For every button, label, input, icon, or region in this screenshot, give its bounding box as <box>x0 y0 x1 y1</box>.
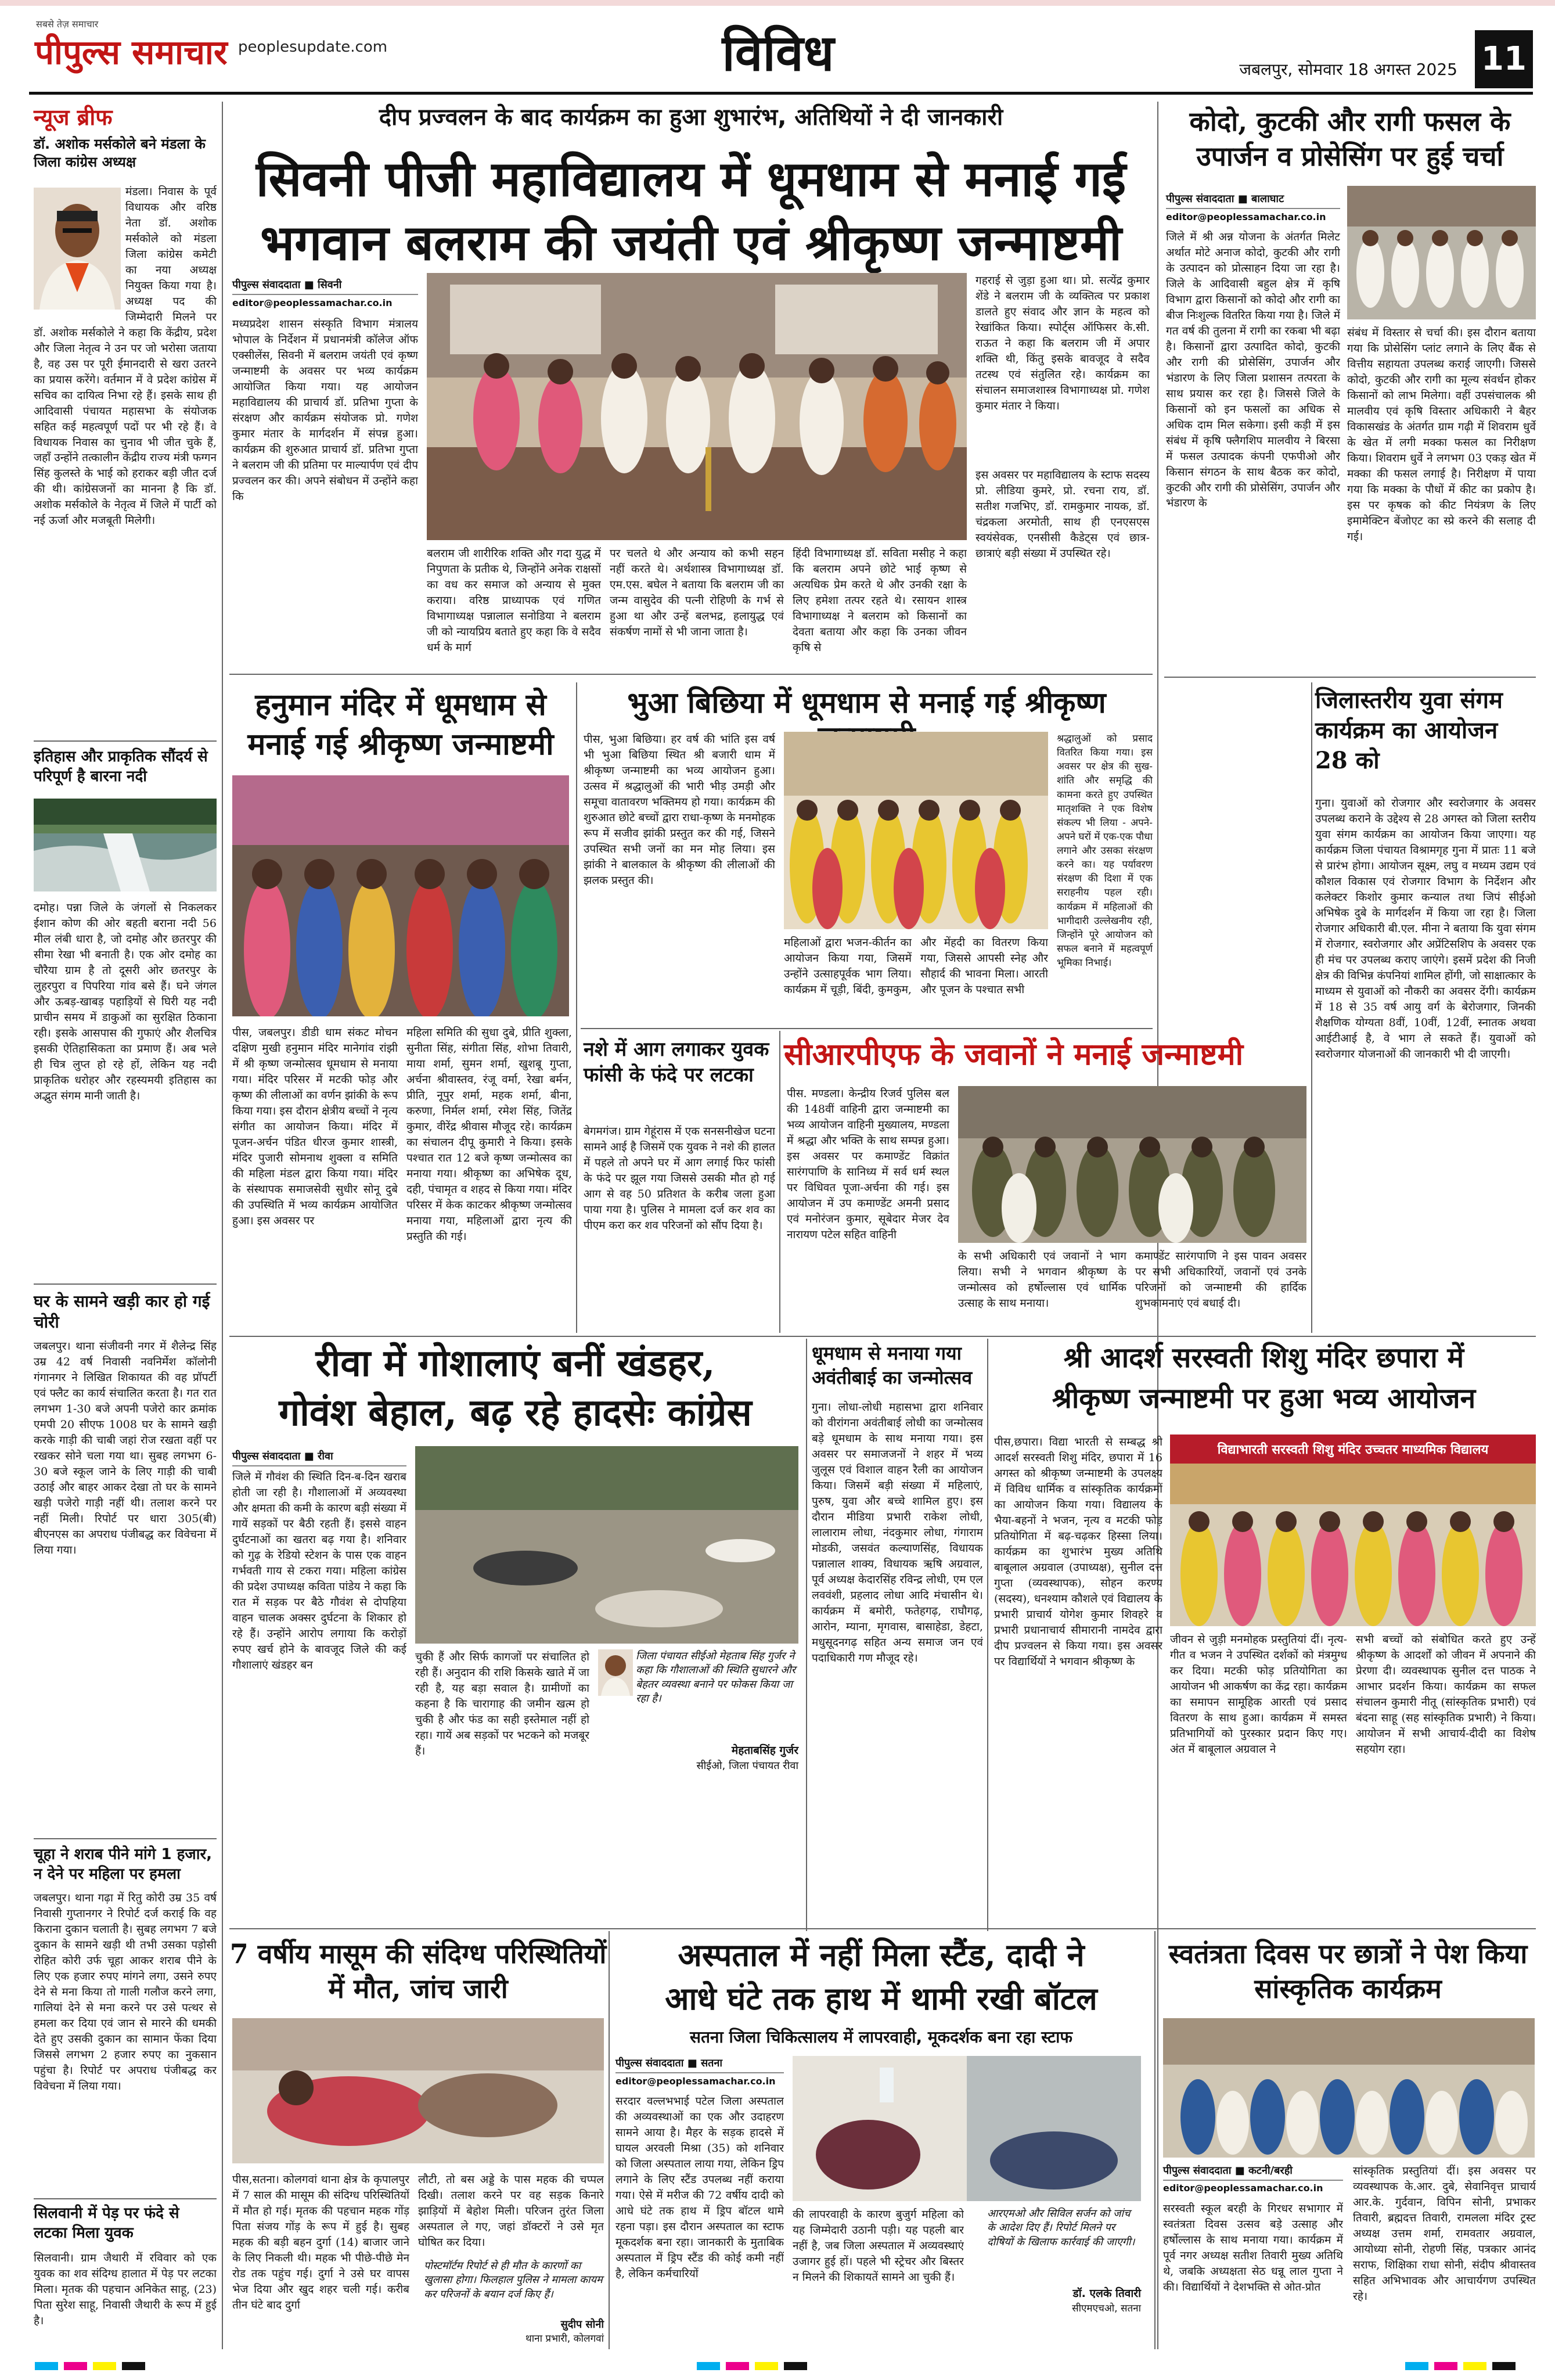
aag-headline: नशे में आग लगाकर युवक फांसी के फंदे पर लटका <box>584 1038 769 1087</box>
saraswati-headline-2: श्रीकृष्ण जन्माष्टमी पर हुआ भव्य आयोजन <box>1052 1382 1476 1415</box>
crpf-col1: पीस. मण्डला। केन्द्रीय रिजर्व पुलिस बल की 148वीं वाहिनी द्वारा जन्माष्टमी का भव्य आयोजन वाहिनी मुख्यालय, मण्डला में श्रद्धा और भक्ति के साथ सम्पन्न हुआ। इस अवसर पर कमाण्डेंट विक्रांत सारंगपाणि के सानिध्य में सर्व धर्म स्थल पर विधिवत पूजा-अर्चना की गई। इस आयोजन में उप कमाण्डेंट अमनी प्रसाद एवं मनोरंजन कुमार, सूबेदार मेजर देव नारायण पटेल सहित वाहिनी <box>787 1087 949 1241</box>
avantibai-body: गुना। लोधा-लोधी महासभा द्वारा शनिवार को वीरांगना अवंतीबाई लोधी का जन्मोत्सव बड़े धूमधाम के साथ मनाया गया। इस अवसर पर समाजजनों ने शहर में भव्य जुलूस एवं विशाल वाहन रैली का आयोजन किया। जिसमें बड़ी संख्या में महिलाएं, पुरुष, युवा और बच्चे शामिल हुए। इस दौरान मीडिया प्रभारी राकेश लोधी, लालाराम लोधा, नंदकुमार लोधा, गंगाराम मोडकी, जसवंत कल्याणसिंह, विधायक पन्नालाल शाक्य, विधायक ऋषि अग्रवाल, पूर्व अध्यक्ष केदारसिंह रविन्द्र लोधी, एम एल लववंशी, प्रहलाद लोधा आदि मंचासीन थे। कार्यक्रम में बमोरी, फतेहगढ़, राघौगढ़, आरोन, म्याना, मृगवास, बासाहेडा, डेहटा, मधुसूदनगढ़ सहित अन्य समाज जन एवं पदाधिकारी गण मौजूद रहे। <box>812 1401 983 1664</box>
hanuman-col1: पीस, जबलपुर। डीडी धाम संकट मोचन दक्षिण मुखी हनुमान मंदिर मानेगांव रांझी में श्री कृष्ण जन्मोत्सव धूमधाम से मनाया गया। मंदिर परिसर में मटकी फोड़ और कृष्ण की लीलाओं का वर्णन झांकी के रूप किया गया। इस दौरान क्षेत्रीय बच्चों ने नृत्य संगीत का आयोजन किया। मंदिर में पूजन-अर्चन पंडित धीरज कुमार शास्त्री, मंदिर पुजारी सोमनाथ शुक्ला व समिति की महिला मंडल द्वारा किया गया। मंदिर के संस्थापक समाजसेवी सुधीर सोनू दुबे की उपस्थिति में भव्य कार्यक्रम आयोजित हुआ। इस अवसर पर <box>232 1026 398 1227</box>
news-brief-label: न्यूज ब्रीफ <box>34 105 113 130</box>
section-divider <box>1164 677 1536 678</box>
brief-item1-body: मंडला। निवास के पूर्व विधायक और वरिष्ठ नेता डॉ. अशोक मर्सकोले को मंडला जिला कांग्रेस कमेटी का नया अध्यक्ष नियुक्त किया गया है। अध्यक्ष पद की जिम्मेदारी मिलने पर डॉ. अशोक मर्सकोले ने कहा कि केंद्रीय, प्रदेश और जिला नेतृत्व ने उन पर जो भरोसा जताया है, वह उस पर पूरी ईमानदारी से खरा उतरने का प्रयास करेंगे। वर्तमान में वे प्रदेश कांग्रेस में सचिव का दायित्व निभा रहे हैं। इसके साथ ही आदिवासी पंचायत महासभा के संयोजक सहित कई महत्वपूर्ण पदों पर भी रहे हैं। वे विधायक निवास का चुनाव भी जीत चुके हैं, जहाँ उन्होंने तत्कालीन केंद्रीय राज्य मंत्री फग्गन सिंह कुलस्ते के भाई को हराकर बड़ी जीत दर्ज की थी। कांग्रेसजनों का मानना है कि डॉ. अशोक मर्सकोले के नेतृत्व में जिले में पार्टी को नई ऊर्जा और मजबूती मिलेगी। <box>34 185 217 527</box>
brief-divider <box>34 740 217 742</box>
masoom-col1: पीस,सतना। कोलगवां थाना क्षेत्र के कृपालपुर में 7 साल की मासूम की संदिग्ध परिस्थितियों में मौत हो गई। मृतक की पहचान महक गोंड़ पिता संजय गोंड़ के रूप में हुई है। सुबह महक की बड़ी बहन दुर्गा (14) बाजार जाने के लिए निकली थी। महक भी पीछे-पीछे मेन रोड तक पहुंच गई। दुर्गा ने उसे घर वापस भेज दिया और खुद शहर चली गई। करीब तीन घंटे बाद दुर्गा <box>232 2173 409 2311</box>
lead-kicker: दीप प्रज्वलन के बाद कार्यक्रम का हुआ शुभारंभ, अतिथियों ने दी जानकारी <box>379 104 1003 131</box>
rewa-headline-1: रीवा में गोशालाएं बनीं खंडहर, <box>315 1342 715 1385</box>
bichhiya-col1: पीस, भुआ बिछिया। हर वर्ष की भांति इस वर्ष भी भुआ बिछिया स्थित श्री बजारी धाम में श्रीकृष्ण जन्माष्टमी का भव्य आयोजन हुआ। उत्सव में श्रद्धालुओं की भारी भीड़ उमड़ी और समूचा वातावरण भक्तिमय हो गया। कार्यक्रम की शुरुआत छोटे बच्चों द्वारा राधा-कृष्ण के मनमोहक रूप में सजीव झांकी प्रस्तुत कर की गई, जिसने उपस्थित सभी जनों का मन मोह लिया। इस झांकी ने बालकाल के श्रीकृष्ण की लीलाओं की झलक प्रस्तुत की। <box>584 733 775 887</box>
bichhiya-col4: श्रद्धालुओं को प्रसाद वितरित किया गया। इस अवसर पर क्षेत्र की सुख-शांति और समृद्धि की कामना करते हुए उपस्थित मातृशक्ति ने एक विशेष संकल्प भी लिया - अपने-अपने घरों में एक-एक पौधा लगाने और उसका संरक्षण करने का। यह पर्यावरण संरक्षण की दिशा में एक सराहनीय पहल रही। कार्यक्रम में महिलाओं की भागीदारी उल्लेखनीय रही, जिन्होंने पूरे आयोजन को सफल बनाने में महत्वपूर्ण भूमिका निभाई। <box>1057 733 1153 969</box>
hanuman-photo-group <box>232 775 569 1016</box>
column-rule <box>1311 682 1312 1333</box>
brief-item3-body: जबलपुर। थाना संजीवनी नगर में शैलेन्द्र सिंह उम्र 42 वर्ष निवासी नवनिर्मेश कॉलोनी गंगानगर ने लिखित शिकायत की वह प्रॉपर्टी एवं फ्लैट का कार्य संचालित करता है। गत रात लगभग 1-30 बजे अपनी पजेरो कार क्रमांक एमपी 20 सीएफ 1008 घर के सामने खड़ी करके गाड़ी की चाबी जहां रोज रखता वहीं पर रखकर सोने चला गया था। सुबह लगभग 6-30 बजे स्कूल जाने के लिए गाड़ी की चाबी उठाई और बाहर आकर देखा तो घर के सामने खड़ी पजेरो गाड़ी नहीं थी। तलाश करने पर नहीं मिली। रिपोर्ट पर धारा 305(बी) बीएनएस का अपराध पंजीबद्ध कर विवेचना में लिया गया। <box>34 1340 217 1556</box>
school-banner-text: विद्याभारती सरस्वती शिशु मंदिर उच्चतर माध्यमिक विद्यालय <box>1217 1443 1489 1457</box>
lead-email[interactable]: editor@peoplessamachar.co.in <box>232 297 393 308</box>
hospital-credit: पीपुल्स संवाददाता ■ सतना <box>615 2056 784 2073</box>
rewa-col1: जिले में गौवंश की स्थिति दिन-ब-दिन खराब होती जा रही है। गौशालाओं में अव्यवस्था और क्षमता की कमी के कारण बड़ी संख्या में गायें सड़कों पर बैठी रहती हैं। इससे वाहन दुर्घटनाओं का खतरा बढ़ गया है। शनिवार को गुढ़ के रेडियो स्टेशन के पास एक वाहन गर्भवती गाय से टकरा गया। महिला कांग्रेस की प्रदेश उपाध्यक्ष कविता पांडेय ने कहा कि रात में सड़क पर बैठे गौवंश से दोपहिया वाहन चालक अक्सर दुर्घटना के शिकार हो रहे हैं। उन्होंने आरोप लगाया कि करोड़ों रुपए खर्च होने के बावजूद जिले की कई गौशालाएं खंडहर बन <box>232 1471 406 1671</box>
crpf-col2: के सभी अधिकारी एवं जवानों ने भाग लिया। सभी ने भगवान श्रीकृष्ण के जन्मोत्सव को हर्षोल्लास एवं धार्मिक उत्साह के साथ मनाया। <box>958 1250 1126 1310</box>
hospital-col2: की लापरवाही के कारण बुजुर्ग महिला को यह जिम्मेदारी उठानी पड़ी। यह पहली बार नहीं है, जब जिला अस्पताल में अव्यवस्थाएं उजागर हुई हों। पहले भी स्ट्रेचर और बिस्तर न मिलने की शिकायतें सामने आ चुकी हैं। <box>793 2208 964 2284</box>
avantibai-headline: धूमधाम से मनाया गया अवंतीबाई का जन्मोत्सव <box>812 1342 973 1389</box>
swatantrata-headline: स्वतंत्रता दिवस पर छात्रों ने पेश किया सांस्कृतिक कार्यक्रम <box>1168 1938 1528 2004</box>
hospital-headline-2: आधे घंटे तक हाथ में थामी रखी बॉटल <box>665 1980 1097 2017</box>
swatantrata-credit-place: कटनी/बरही <box>1248 2165 1293 2177</box>
saraswati-col2: जीवन से जुड़ी मनमोहक प्रस्तुतियां दीं। नृत्य-गीत व भजन ने उपस्थित दर्शकों को मंत्रमुग्ध कर दिया। मटकी फोड़ प्रतियोगिता का आयोजन भी आकर्षण का केंद्र रहा। कार्यक्रम का समापन सामूहिक आरती एवं प्रसाद वितरण के साथ हुआ। कार्यक्रम में समस्त प्रतिभागियों को पुरस्कार प्रदान किए गए। अंत में बाबूलाल अग्रवाल ने <box>1170 1633 1347 1756</box>
lead-credit: पीपुल्स संवाददाता ■ सिवनी <box>232 278 418 295</box>
lead-credit-place: सिवनी <box>317 279 342 291</box>
column-rule <box>609 1931 610 2349</box>
lead-col3: पर चलते थे और अन्याय को कभी सहन नहीं करते थे। अर्थशास्त्र विभागाध्यक्ष डॉ. एम.एस. बघेल ने बताया कि बलराम जी का जन्म वासुदेव की पत्नी रोहिणी के गर्भ से हुआ था और उन्हें बलभद्र, हलायुद्ध एवं संकर्षण नामों से भी जाना जाता है। <box>610 547 784 638</box>
column-rule <box>806 1339 807 1931</box>
crpf-photo-celebration <box>958 1086 1306 1243</box>
swatantrata-email[interactable]: editor@peoplessamachar.co.in <box>1163 2183 1323 2194</box>
swatantrata-photo <box>1163 2018 1535 2158</box>
raagi-credit-name: पीपुल्स संवाददाता <box>1166 193 1234 205</box>
crpf-col3: कमाण्डेंट सारंगपाणि ने इस पावन अवसर पर सभी अधिकारियों, जवानों एवं उनके परिजनों को जन्माष्टमी की हार्दिक शुभकामनाएं एवं बधाई दी। <box>1135 1250 1306 1310</box>
yuva-headline: जिलास्तरीय युवा संगम कार्यक्रम का आयोजन 28 को <box>1315 686 1503 774</box>
hanuman-headline: हनुमान मंदिर में धूमधाम से मनाई गई श्रीकृष्ण जन्माष्टमी <box>247 687 554 762</box>
raagi-col1: जिले में श्री अन्न योजना के अंतर्गत मिलेट अर्थात मोटे अनाज कोदो, कुटकी और रागी के उत्पादन को प्रोत्साहन दिया जा रहा है। जिले के आदिवासी बहुल क्षेत्र में कृषि विभाग द्वारा किसानों को कोदो और रागी का बीज निःशुल्क वितरित किया गया है। जिले में गत वर्ष की तुलना में रागी का रकबा भी बढ़ा है। किसानों द्वारा उत्पादित कोदो, कुटकी और रागी की प्रोसेसिंग, उपार्जन और भंडारण के लिए जिला प्रशासन तत्परता के साथ प्रयास कर रहा है। जिससे जिले के किसानों को इन फसलों का अधिक से अधिक दाम मिल सकेगा। इसी कड़ी में इस संबंध में कृषि फ्लैगशिप मालवीय ने बिरसा में फसल उत्पादक कंपनी एफपीओ और किसान संगठन के साथ बैठक कर कोदो, कुटकी और रागी की प्रोसेसिंग, उपार्जन और भंडारण के <box>1166 231 1340 510</box>
masoom-quote: पोस्टमॉर्टम रिपोर्ट से ही मौत के कारणों का खुलासा होगा। फिलहाल पुलिस ने मामला कायम कर परिजनों के बयान दर्ज किए हैं। <box>424 2260 603 2300</box>
rewa-credit: पीपुल्स संवाददाता ■ रीवा <box>232 1449 406 1466</box>
column-rule <box>779 1031 780 1333</box>
top-color-strip <box>0 0 1555 6</box>
rewa-quote-role: सीईओ, जिला पंचायत रीवा <box>696 1760 798 1772</box>
bichhiya-col2: महिलाओं द्वारा भजन-कीर्तन का आयोजन किया गया, जिसमें उन्होंने उत्साहपूर्वक भाग लिया। कार्यक्रम में चूड़ी, बिंदी, कुमकुम, <box>784 936 912 996</box>
hospital-quote-name: डॉ. एलके तिवारी <box>1072 2287 1141 2300</box>
raagi-credit: पीपुल्स संवाददाता ■ बालाघाट <box>1166 192 1340 209</box>
section-divider <box>581 1028 1153 1029</box>
swatantrata-col1: सरस्वती स्कूल बरही के गिरधर सभागार में स्वतंत्रता दिवस उत्सव बड़े उत्साह और हर्षोल्लास के साथ मनाया गया। कार्यक्रम में पूर्व नगर अध्यक्ष सतीश तिवारी मुख्य अतिथि थे, जबकि अध्यक्षता सेठ धन्नू लाल गुप्ता ने की। विद्यार्थियों ने देशभक्ति से ओत-प्रोत <box>1163 2202 1343 2293</box>
brief-item5-body: सिलवानी। ग्राम जैथारी में रविवार को एक युवक का शव संदिग्ध हालात में पेड़ पर लटका मिला। मृतक की पहचान अनिकेत साहू, (23) पिता सुरेश साहू, निवासी जैथारी के रूप में हुई है। <box>34 2252 217 2327</box>
section-divider <box>229 1928 1536 1929</box>
news-brief-column <box>29 102 218 2343</box>
hospital-headline-1: अस्पताल में नहीं मिला स्टैंड, दादी ने <box>678 1936 1085 1973</box>
lead-col1: मध्यप्रदेश शासन संस्कृति विभाग मंत्रालय भोपाल के निर्देशन में प्रधानमंत्री कॉलेज ऑफ एक्सीलेंस, सिवनी में बलराम जयंती एवं कृष्ण जन्माष्टमी के अवसर पर भव्य कार्यक्रम आयोजित किया गया। यह आयोजन महाविद्यालय की प्राचार्य डॉ. प्रतिभा गुप्ता के संरक्षण और कार्यक्रम संयोजक प्रो. गणेश कुमार मंतार के मार्गदर्शन में संपन्न हुआ। कार्यक्रम की शुरुआत प्राचार्य डॉ. प्रतिभा गुप्ता ने बलराम जी की प्रतिमा पर माल्यार्पण एवं दीप प्रज्वलन कर की। अपने संबोधन में उन्होंने कहा कि <box>232 318 418 503</box>
saraswati-col3: सभी बच्चों को संबोधित करते हुए उन्हें श्रीकृष्ण के आदर्शों को जीवन में अपनाने की प्रेरणा दी। व्यवस्थापक सुनील दत्त पाठक ने आभार प्रदर्शन किया। कार्यक्रम का सफल संचालन कुमारी नीतू (सांस्कृतिक प्रभारी) एवं बंदना साहू (सह सांस्कृतिक प्रभारी) ने किया। आयोजन में सभी आचार्य-दीदी का विशेष सहयोग रहा। <box>1356 1633 1536 1756</box>
saraswati-col1: पीस,छपारा। विद्या भारती से सम्बद्ध श्री आदर्श सरस्वती शिशु मंदिर, छपारा में 16 अगस्त को श्रीकृष्ण जन्माष्टमी के उपलक्ष्य में विविध धार्मिक व सांस्कृतिक कार्यक्रमों का आयोजन किया गया। विद्यालय के भैया-बहनों ने भजन, नृत्य व मटकी फोड़ प्रतियोगिता में बढ़-चढ़कर हिस्सा लिया। कार्यक्रम का शुभारंभ मुख्य अतिथि बाबूलाल अग्रवाल (उपाध्यक्ष), सुनील दत्त गुप्ता (व्यवस्थापक), सोहन करण्य (सदस्य), धनश्याम कौशले एवं विद्यालय के प्रभारी प्राचार्य योगेश कुमार शिवहरे व प्रभारी प्रधानाचार्य सीमारानी नामदेव द्वारा दीप प्रज्वलन से किया गया। इस अवसर पर विद्यार्थियों ने भगवान श्रीकृष्ण के <box>994 1436 1162 1668</box>
brief-item4-body: जबलपुर। थाना गढ़ा में रितु कोरी उम्र 35 वर्ष निवासी गुप्तानगर ने रिपोर्ट दर्ज कराई कि वह किराना दुकान चलाती है। सुबह लगभग 7 बजे दुकान के सामने खड़ी थी तभी उसका पड़ोसी रोहित कोरी उर्फ चूहा आकर शराब पीने के लिए एक हजार रुपए मांगने लगा, उसने रुपए देने से मना किया तो गाली गलौज करने लगा, गालियां देने से मना करने पर उसे पत्थर से हमला कर दिया एवं जान से मारने की धमकी देते हुए उसकी दुकान का सामान फेंका दिया जिससे लगभग 2 हजार रुपए का नुकसान पहुंचा है। रिपोर्ट पर अपराध पंजीबद्ध कर विवेचना में लिया गया। <box>34 1892 217 2093</box>
crpf-headline: सीआरपीएफ के जवानों ने मनाई जन्माष्टमी <box>784 1037 1244 1072</box>
section-title: विविध <box>722 24 834 82</box>
river-photo <box>34 799 217 891</box>
brief-item5-title: सिलवानी में पेड़ पर फंदे से लटका मिला युवक <box>34 2205 179 2242</box>
hospital-credit-name: पीपुल्स संवाददाता <box>615 2057 684 2069</box>
rewa-quote: जिला पंचायत सीईओ मेहताब सिंह गुर्जर ने कहा कि गौशालाओं की स्थिति सुधारने और बेहतर व्यवस्था बनाने पर फोकस किया जा रहा है। <box>636 1650 796 1705</box>
swatantrata-col2: सांस्कृतिक प्रस्तुतियां दीं। इस अवसर पर व्यवस्थापक के.आर. दुबे, सेवानिवृत्त प्राचार्य आर.के. गुर्दवान, विपिन सोनी, प्रभाकर तिवारी, ब्रह्मदत्त तिवारी, रामलला मंदिर ट्रस्ट अध्यक्ष उत्तम शर्मा, रामवतार अग्रवाल, आयोध्या सोनी, रोहणी सिंह, पत्रकार आनंद सराफ, शिक्षिका राधा सोनी, संदीप श्रीवास्तव सहित अभिभावक और आचार्यगण उपस्थित रहे। <box>1353 2165 1536 2303</box>
masoom-headline: 7 वर्षीय मासूम की संदिग्ध परिस्थितियों में मौत, जांच जारी <box>229 1938 607 2004</box>
brief-item2-body: दमोह। पन्ना जिले के जंगलों से निकलकर ईशान कोण की ओर बहती बराना नदी 56 मील लंबी धारा है, जो दमोह और छतरपुर की सीमा रेखा भी बनाती है। एक ओर दमोह का चौरैया ग्राम है तो दूसरी ओर छतरपुर के लुहरपुरा व पिपरिया गांव बसे हैं। घने जंगल और ऊबड़-खाबड़ पहाड़ियों से घिरी यह नदी प्राचीन समय में डाकुओं का सुरक्षित ठिकाना रही। इसके आसपास की गुफाएं और शैलचित्र इसकी ऐतिहासिकता का प्रमाण हैं। अब भले ही चित्र लुप्त हो रहे हों, लेकिन यह नदी प्राकृतिक धरोहर और रहस्यमयी इतिहास का अद्भुत संगम मानी जाती है। <box>34 901 217 1102</box>
lead-headline-1: सिवनी पीजी महाविद्यालय में धूमधाम से मनाई गई <box>255 150 1126 207</box>
masthead-tagline: सबसे तेज़ समाचार <box>36 19 99 30</box>
bichhiya-headline: भुआ बिछिया में धूमधाम से मनाई गई श्रीकृष्ण <box>627 685 1106 720</box>
lead-photo-event <box>427 273 967 540</box>
lead-headline-2: भगवान बलराम की जयंती एवं श्रीकृष्ण जन्माष्टमी <box>260 214 1122 271</box>
brief-divider <box>34 2198 217 2199</box>
column-rule <box>576 682 577 1333</box>
brief-divider <box>34 1284 217 1285</box>
lead-col6: इस अवसर पर महाविद्यालय के स्टाफ सदस्य प्रो. लीडिया कुमरे, प्रो. रचना राय, डॉ. सतीश गजभिए, डॉ. रामकुमार नायक, डॉ. चंद्रकला अरमोती, साथ ही एनएसएस स्वयंसेवक, एनसीसी कैडेट्स एवं छात्र-छात्राएं बड़ी संख्या में उपस्थित रहे। <box>976 469 1150 560</box>
column-rule <box>1154 1931 1156 2349</box>
masthead-rule <box>29 92 1533 95</box>
aag-body: बेगमगंज। ग्राम गेहूंरास में एक सनसनीखेज घटना सामने आई है जिसमें एक युवक ने नशे की हालत में पहले तो अपने घर में आग लगाई फिर फांसी के फंदे पर झूल गया जिससे उसकी मौत हो गई आग से वह 50 प्रतिशत के करीब जला हुआ पाया गया है। पुलिस ने मामला दर्ज कर शव का पीएम करा कर शव परिजनों को सौंप दिया है। <box>584 1125 775 1232</box>
rewa-quote-photo <box>598 1649 633 1696</box>
page-number: 11 <box>1475 30 1533 88</box>
print-registration-strip <box>0 2355 1555 2378</box>
column-rule <box>987 1339 988 1931</box>
rewa-quote-name: मेहताबसिंह गुर्जर <box>731 1744 798 1757</box>
rewa-credit-name: पीपुल्स संवाददाता <box>232 1450 301 1462</box>
lead-col2: बलराम जी शारीरिक शक्ति और गदा युद्ध में निपुणता के प्रतीक थे, जिन्होंने अनेक राक्षसों का वध कर समाज को अन्याय से मुक्त कराया। वरिष्ठ प्राध्यापक एवं गणित विभागाध्यक्ष पन्नालाल सनोडिया ने बलराम जी को न्यायप्रिय बताते हुए कहा कि वे सदैव धर्म के मार्ग <box>427 547 601 654</box>
raagi-photo-meeting <box>1347 186 1536 319</box>
masoom-quote-name: सुदीप सोनी <box>560 2318 604 2331</box>
raagi-email[interactable]: editor@peoplessamachar.co.in <box>1166 211 1326 222</box>
rewa-photo-cows <box>415 1446 798 1644</box>
raagi-col2: संबंध में विस्तार से चर्चा की। इस दौरान बताया गया कि प्रोसेसिंग प्लांट लगाने के लिए बैंक से वित्तीय सहायता उपलब्ध कराई जाएगी। जिससे कोदो, कुटकी और रागी का मूल्य संवर्धन होकर किसानों को लाभ मिलेगा। वहीं उपसंचालक श्री मालवीय एवं कृषि विस्तार अधिकारी ने बैहर विकासखंड के अंतर्गत ग्राम गढ़ी में शिवराम धुर्वे के खेत में लगी मक्का फसल का निरीक्षण किया। शिवराम धुर्वे ने लगभग 03 एकड़ खेत में मक्का की फसल लगाई है। निरीक्षण में पाया गया कि मक्का के पौधों में कीट का प्रकोप है। इस पर कृषक को कीट नियंत्रण के लिए इमामेक्टिन बेंजोएट का स्प्रे करने की सलाह दी गई। <box>1347 326 1536 543</box>
lead-col4: हिंदी विभागाध्यक्ष डॉ. सविता मसीह ने कहा कि बलराम अपने छोटे भाई कृष्ण से अत्यधिक प्रेम करते थे और उनकी रक्षा के लिए हमेशा तत्पर रहते थे। रसायन शास्त्र विभागाध्यक्ष ने बलराम को किसानों का देवता बताया और कहा कि उनका जीवन कृषि से <box>793 547 967 654</box>
hospital-col1: सरदार वल्लभभाई पटेल जिला अस्पताल की अव्यवस्थाओं का एक और उदाहरण सामने आया है। मैहर के सड़क हादसे में घायल अरवली मिश्रा (35) को शनिवार को जिला अस्पताल लाया गया, लेकिन ड्रिप लगाने के लिए स्टैंड उपलब्ध नहीं कराया गया। ऐसे में मरीज की 72 वर्षीय दादी को आधे घंटे तक हाथ में ड्रिप बॉटल थामे रहना पड़ा। इस दौरान अस्पताल का स्टाफ मूकदर्शक बना रहा। जानकारी के मुताबिक अस्पताल में ड्रिप स्टैंड की कोई कमी नहीं है, लेकिन कर्मचारियों <box>615 2095 784 2280</box>
brief-item3-title: घर के सामने खड़ी कार हो गई चोरी <box>34 1292 210 1332</box>
hospital-subhead: सतना जिला चिकित्सालय में लापरवाही, मूकदर्शक बना रहा स्टाफ <box>690 2027 1072 2047</box>
raagi-headline: कोदो, कुटकी और रागी फसल के उपार्जन व प्रोसेसिंग पर हुई चर्चा <box>1189 106 1511 172</box>
hospital-photo <box>793 2056 1141 2201</box>
section-divider <box>229 1336 1536 1337</box>
brief-item4-title: चूहा ने शराब पीने मांगे 1 हजार, न देने पर महिला पर हमला <box>34 1846 212 1883</box>
rewa-col2: चुकी हैं और सिर्फ कागजों पर संचालित हो रही हैं। अनुदान की राशि किसके खाते में जा रही है, यह बड़ा सवाल है। ग्रामीणों का कहना है कि चारागाह की जमीन खत्म हो चुकी है और फंड का सही इस्तेमाल नहीं हो रहा। गायें अब सड़कों पर भटकने को मजबूर हैं। <box>415 1651 589 1757</box>
yuva-body: गुना। युवाओं को रोजगार और स्वरोजगार के अवसर उपलब्ध कराने के उद्देश्य से 28 अगस्त को जिला स्तरीय युवा संगम कार्यक्रम का आयोजन किया जाएगा। यह कार्यक्रम जिला पंचायत विश्रामगृह गुना में प्रातः 11 बजे से प्रारंभ होगा। आयोजन सूक्ष्म, लघु व मध्यम उद्यम एवं कौशल विकास एवं रोजगार विभाग के निर्देशन और कलेक्टर किशोर कुमार कन्याल तथा जिपं सीईओ अभिषेक दुबे के मार्गदर्शन में किया जा रहा है। जिला रोजगार अधिकारी बी.एल. मीना ने बताया कि युवा संगम में रोजगार, स्वरोजगार और अप्रेंटिसशिप के अवसर एक ही मंच पर उपलब्ध कराए जाएंगे। इसमें प्रदेश की निजी क्षेत्र की विभिन्न कंपनियां शामिल होंगी, जो साक्षात्कार के माध्यम से युवाओं को नौकरी का अवसर देंगी। कार्यक्रम में 18 से 35 वर्ष आयु वर्ग के बेरोजगार, जिनकी शैक्षणिक योग्यता 8वीं, 10वीं, 12वीं, स्नातक अथवा आईटीआई है, वे भाग ले सकते हैं। युवाओं को स्वरोजगार योजनाओं की जानकारी भी दी जाएगी। <box>1315 797 1536 1060</box>
brief-divider <box>34 1838 217 1839</box>
section-divider <box>229 674 1153 675</box>
masoom-quote-role: थाना प्रभारी, कोलगवां <box>525 2333 604 2345</box>
lead-credit-name: पीपुल्स संवाददाता <box>232 279 301 291</box>
hanuman-col2: महिला समिति की सुधा दुबे, प्रीति शुक्ला, सुनीता सिंह, संगीता सिंह, शोभा तिवारी, माया शर्मा, सुमन शर्मा, खुशबू गुप्ता, अर्चना श्रीवास्तव, रंजू वर्मा, रेखा बर्मन, प्रीति, नूपुर शर्मा, महक शर्मा, बीना, करुणा, निर्मल शर्मा, रमेश सिंह, जितेंद्र कुमार, वीरेंद्र श्रीवास मौजूद रहे। कार्यक्रम का संचालन दीपू कुमारी ने किया। इसके पश्चात रात 12 बजे कृष्ण जन्मोत्सव का मनाया गया। श्रीकृष्ण का अभिषेक दूध, दही, पंचामृत व शहद से किया गया। मंदिर परिसर में केक काटकर श्रीकृष्ण जन्मोत्सव मनाया गया, महिलाओं द्वारा नृत्य की प्रस्तुति की गई। <box>406 1026 572 1243</box>
swatantrata-credit: पीपुल्स संवाददाता ■ कटनी/बरही <box>1163 2163 1343 2181</box>
masoom-col2: लौटी, तो बस अड्डे के पास महक की चप्पल दिखी। तलाश करने पर वह सड़क किनारे झाड़ियों में बेहोश मिली। परिजन तुरंत जिला अस्पताल ले गए, जहां डॉक्टरों ने उसे मृत घोषित कर दिया। <box>418 2173 604 2249</box>
swatantrata-credit-name: पीपुल्स संवाददाता <box>1163 2165 1232 2177</box>
rewa-headline-2: गोवंश बेहाल, बढ़ रहे हादसेः कांग्रेस <box>279 1391 752 1435</box>
bichhiya-col3: और मेंहदी का वितरण किया गया, जिससे आपसी स्नेह और सौहार्द की भावना मिला। आरती और पूजन के पश्चात सभी <box>920 936 1048 996</box>
masthead-url[interactable]: peoplesupdate.com <box>238 38 388 56</box>
hospital-quote: आरएमओ और सिविल सर्जन को जांच के आदेश दिए हैं। रिपोर्ट मिलने पर दोषियों के खिलाफ कार्रवाई की जाएगी। <box>987 2208 1135 2248</box>
bichhiya-photo-women <box>784 732 1048 929</box>
saraswati-photo-students <box>1170 1435 1536 1626</box>
hospital-credit-place: सतना <box>700 2057 723 2069</box>
hospital-quote-role: सीएमएचओ, सतना <box>1072 2303 1141 2314</box>
masthead-logo: पीपुल्स समाचार <box>35 33 228 72</box>
brief-item1-title: डॉ. अशोक मर्सकोले बने मंडला के जिला कांग्रेस अध्यक्ष <box>34 136 206 171</box>
masoom-photo <box>232 2018 604 2163</box>
column-rule <box>222 102 223 2349</box>
lead-col5: गहराई से जुड़ा हुआ था। प्रो. सत्येंद्र कुमार शेंडे ने बलराम जी के व्यक्तित्व पर प्रकाश डालते हुए संवाद और ज्ञान के महत्व को रेखांकित किया। स्पोर्ट्स ऑफिसर के.सी. राऊत ने कहा कि बलराम जी में अपार शक्ति थी, किंतु इसके बावजूद वे सदैव तटस्थ एवं संतुलित रहे। कार्यक्रम का संचालन समाजशास्त्र विभागाध्यक्ष प्रो. गणेश कुमार मंतार ने किया। <box>976 274 1150 412</box>
saraswati-headline-1: श्री आदर्श सरस्वती शिशु मंदिर छपारा में <box>1063 1342 1464 1374</box>
hospital-email[interactable]: editor@peoplessamachar.co.in <box>615 2076 776 2087</box>
brief-item2-title: इतिहास और प्राकृतिक सौंदर्य से परिपूर्ण है बारना नदी <box>34 748 208 785</box>
rewa-credit-place: रीवा <box>317 1450 333 1462</box>
raagi-credit-place: बालाघाट <box>1251 193 1284 205</box>
issue-date: जबलपुर, सोमवार 18 अगस्त 2025 <box>1239 60 1457 79</box>
